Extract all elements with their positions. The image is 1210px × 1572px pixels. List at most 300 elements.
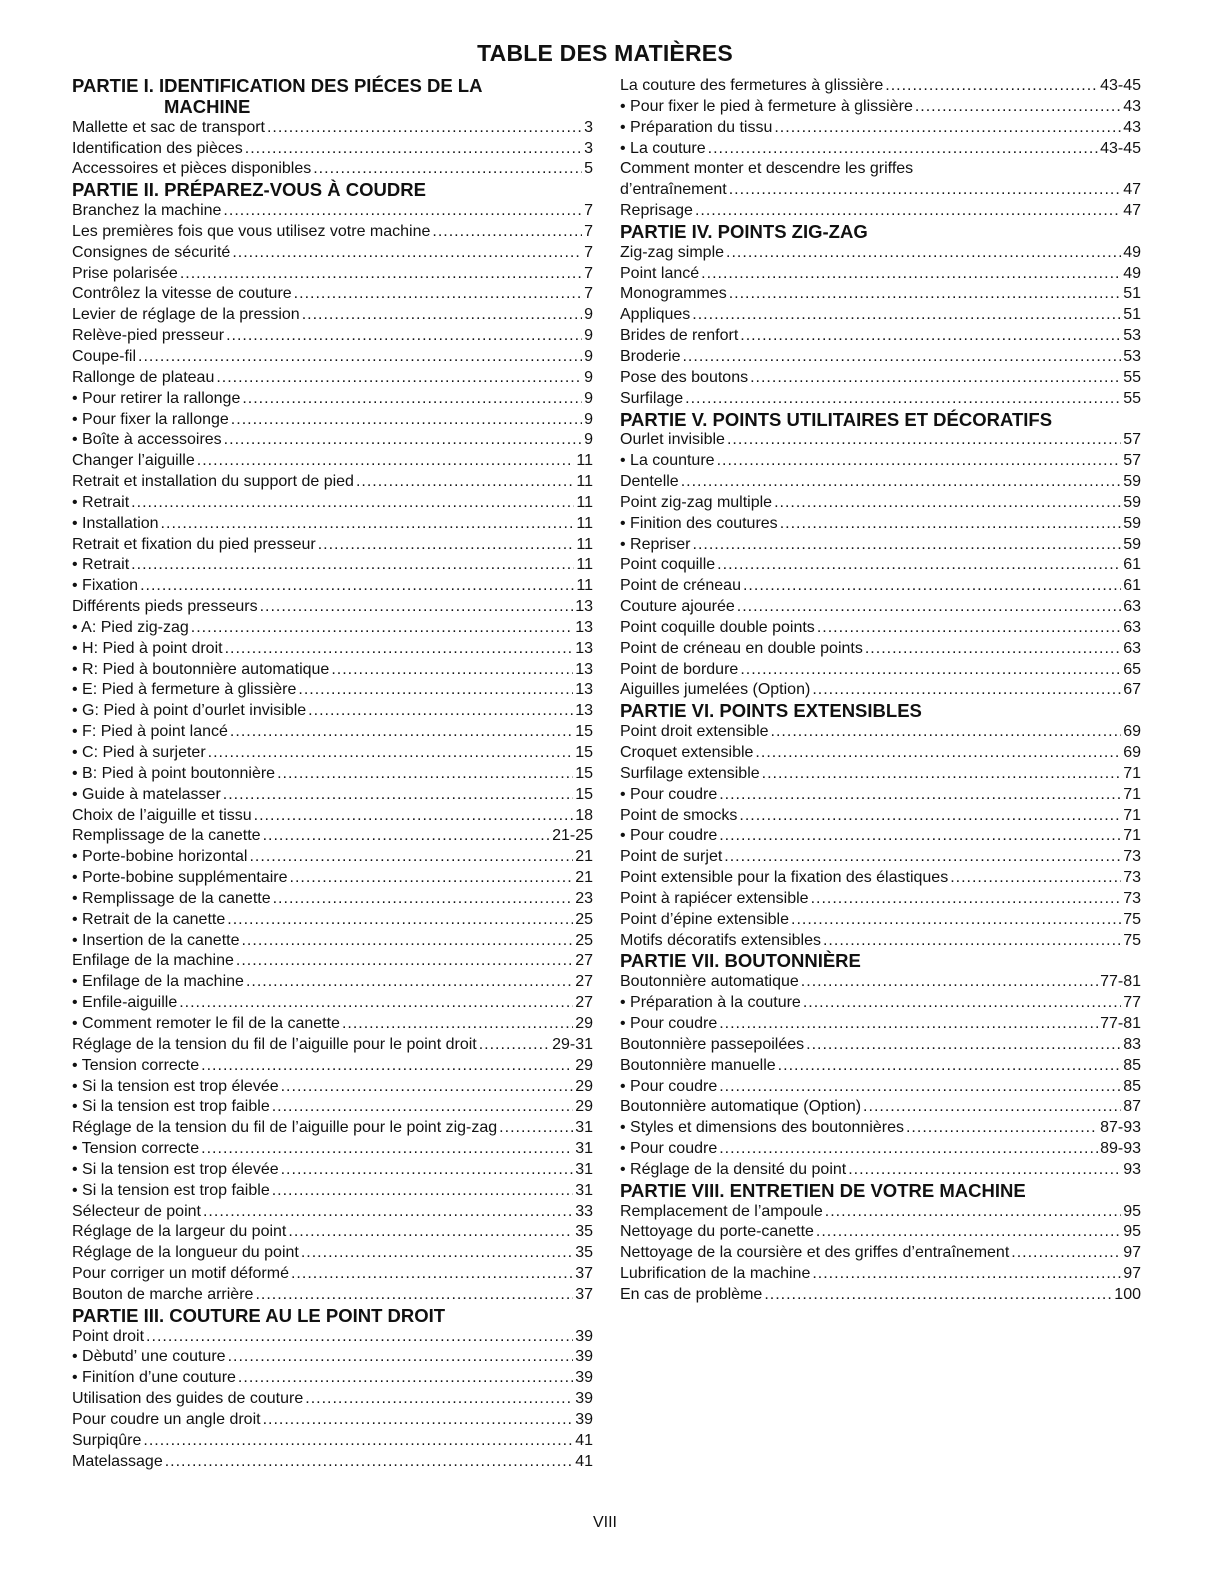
toc-entry-label: • Retrait [72,493,130,511]
toc-entry-label: Changer l’aiguille [72,452,195,470]
toc-entry [72,972,593,993]
toc-entry-page: 41 [575,1431,593,1449]
toc-entry-page: 9 [584,327,593,345]
toc-entry-page: 71 [1123,806,1141,824]
section-heading: PARTIE III. COUTURE AU LE POINT DROIT [72,1304,446,1326]
dot-leader [140,576,574,597]
toc-entry [72,1077,593,1098]
toc-entry [620,868,1141,889]
toc-entry [72,680,593,701]
toc-entry [72,139,593,160]
toc-entry-page: 57 [1123,452,1141,470]
toc-entry [620,826,1141,847]
toc-entry-page: 75 [1123,910,1141,928]
toc-entry-page: 53 [1123,347,1141,365]
toc-entry-page: 29 [575,1014,593,1032]
toc-entry-label: Point d’épine extensible [620,910,790,928]
toc-entry-label: Enfilage de la machine [72,952,234,970]
toc-entry [72,951,593,972]
dot-leader [238,1368,573,1389]
toc-entry-page: 47 [1123,181,1141,199]
dot-leader [755,743,1121,764]
dot-leader [695,201,1121,222]
toc-entry-page: 77 [1123,994,1141,1012]
toc-entry-label: • R: Pied à boutonnière automatique [72,660,330,678]
dot-leader [806,1035,1121,1056]
toc-entry [620,1160,1141,1181]
toc-entry-page: 11 [576,577,593,595]
toc-entry-page: 35 [575,1244,593,1262]
toc-entry-label: Appliques [620,306,691,324]
toc-entry [72,576,593,597]
toc-entry-page: 47 [1123,202,1141,220]
dot-leader [743,576,1121,597]
toc-entry-label: Réglage de la largeur du point [72,1223,287,1241]
toc-entry-page: 23 [575,889,593,907]
toc-entry-page: 9 [584,410,593,428]
toc-entry-label: • H: Pied à point droit [72,639,223,657]
toc-entry-label: • Boîte à accessoires [72,431,222,449]
toc-entry [72,326,593,347]
toc-entry-page: 95 [1123,1223,1141,1241]
toc-entry-label: Pour coudre un angle droit [72,1411,261,1428]
toc-entry-page: 97 [1123,1265,1141,1283]
toc-entry [620,451,1141,472]
toc-entry-label: Mallette et sac de transport [72,118,265,136]
toc-entry-page: 55 [1123,368,1141,386]
toc-entry [72,868,593,889]
toc-entry-page: 13 [575,618,593,636]
toc-entry-label: Réglage de la longueur du point [72,1244,299,1262]
dot-leader [693,535,1122,556]
toc-entry-page: 11 [576,452,593,470]
toc-entry [620,1264,1141,1285]
toc-entry [72,889,593,910]
toc-entry [72,430,593,451]
dot-leader [308,701,573,722]
toc-entry-page: 31 [575,1119,593,1137]
toc-entry [620,493,1141,514]
toc-entry-page: 13 [575,702,593,720]
toc-entry-label: Point zig-zag multiple [620,493,773,511]
toc-entry-page: 53 [1123,327,1141,345]
dot-leader [682,347,1121,368]
dot-leader [812,1264,1121,1285]
toc-entry-label: Pose des boutons [620,368,749,386]
toc-entry-page: 39 [575,1369,593,1387]
dot-leader [230,722,573,743]
toc-entry [72,1368,593,1389]
dot-leader [226,326,582,347]
toc-entry-page: 7 [584,264,593,282]
toc-entry-label: Coupe-fil [72,347,137,365]
dot-leader [180,264,582,285]
dot-leader [263,1410,574,1431]
toc-entry-label: Retrait et installation du support de pied [72,473,354,491]
toc-entry [72,826,593,847]
toc-entry-page: 25 [575,910,593,928]
toc-entry-label: • Retrait [72,556,130,574]
toc-entry-page: 87-93 [1100,1119,1141,1137]
toc-entry-page: 51 [1123,285,1141,303]
toc-entry-label: Choix de l’aiguille et tissu [72,806,252,824]
toc-entry-page: 21 [575,869,593,887]
toc-entry-label: Point coquille double points [620,618,815,636]
toc-entry-page: 15 [575,723,593,741]
toc-entry-page: 63 [1123,618,1141,636]
toc-entry-label: Relève-pied presseur [72,327,225,345]
toc-entry [620,555,1141,576]
toc-entry [72,1139,593,1160]
toc-entry-label: Prise polarisée [72,264,178,282]
dot-leader [236,951,573,972]
dot-leader [165,1452,573,1473]
toc-entry [72,1389,593,1410]
dot-leader [254,806,574,827]
dot-leader [356,472,574,493]
toc-entry [72,1035,593,1056]
dot-leader [223,785,573,806]
dot-leader [331,660,573,681]
dot-leader [803,993,1121,1014]
toc-entry-label: • A: Pied zig-zag [72,618,189,636]
toc-entry-label: • Finitíon d’une couture [72,1369,236,1387]
toc-entry-label: Point extensible pour la fixation des élastiques [620,869,949,887]
toc-entry-label: • Pour coudre [620,1140,718,1158]
toc-entry [72,806,593,827]
toc-entry-label: Remplissage de la canette [72,827,261,845]
dot-leader [906,1118,1098,1139]
toc-entry-label: Branchez la machine [72,202,222,220]
toc-entry-label: • Pour coudre [620,785,718,803]
dot-leader [288,1222,573,1243]
dot-leader [294,284,582,305]
toc-entry-page: 49 [1123,264,1141,282]
dot-leader [201,1139,573,1160]
dot-leader [825,1202,1121,1223]
toc-entry-label: En cas de problème [620,1285,763,1303]
toc-entry [72,993,593,1014]
toc-entry [72,1327,593,1348]
toc-entry-page: 7 [584,243,593,261]
toc-entry-label: • Si la tension est trop faible [72,1098,270,1116]
toc-entry [72,555,593,576]
toc-entry [620,1222,1141,1243]
section-heading: PARTIE II. PRÉPAREZ-VOUS À COUDRE [72,179,426,201]
toc-entry-page: 25 [575,931,593,949]
dot-leader [762,764,1122,785]
toc-entry-label: • Comment remoter le fil de la canette [72,1014,340,1032]
toc-entry [620,1014,1141,1035]
toc-entry-label: Boutonnière manuelle [620,1056,776,1074]
page-number: VIII [592,1514,617,1531]
dot-leader [823,931,1121,952]
toc-entry [620,76,1141,97]
dot-leader [717,555,1121,576]
toc-entry-page: 41 [575,1452,593,1470]
toc-entry-label: Point de bordure [620,660,739,678]
toc-entry-label: • Préparation à la couture [620,994,801,1012]
toc-entry-label: • Si la tension est trop élevée [72,1077,279,1095]
dot-leader [1011,1243,1121,1264]
dot-leader [225,639,574,660]
dot-leader [685,389,1121,410]
dot-leader [318,535,575,556]
toc-entry-page: 29 [575,1077,593,1095]
toc-entry-page: 69 [1123,723,1141,741]
toc-entry [72,1264,593,1285]
toc-entry-label: Retrait et fixation du pied presseur [72,535,316,553]
toc-entry [72,284,593,305]
toc-entry-page: 73 [1123,889,1141,907]
toc-entry-page: 100 [1114,1285,1141,1303]
toc-entry [620,97,1141,118]
toc-entry-page: 21-25 [552,827,593,845]
toc-entry-page: 43 [1123,118,1141,136]
toc-entry [620,931,1141,952]
toc-entry-label: • Pour coudre [620,827,718,845]
dot-leader [249,847,573,868]
toc-entry [72,472,593,493]
toc-entry-page: 9 [584,306,593,324]
toc-text-line: Comment monter et descendre les griffes [620,160,914,178]
toc-entry-page: 33 [575,1202,593,1220]
toc-entry [620,618,1141,639]
dot-leader [719,1139,1098,1160]
dot-leader [724,847,1121,868]
dot-leader [499,1118,573,1139]
toc-entry [72,1347,593,1368]
toc-entry [72,931,593,952]
toc-entry [72,722,593,743]
toc-entry [620,847,1141,868]
dot-leader [245,139,582,160]
dot-leader [305,1389,573,1410]
dot-leader [301,1243,573,1264]
toc-entry-page: 7 [584,202,593,220]
toc-entry-page: 3 [584,118,593,136]
toc-entry-page: 11 [576,473,593,491]
toc-entry [620,806,1141,827]
toc-entry-label: Levier de réglage de la pression [72,306,300,324]
section-heading: MACHINE [164,95,251,117]
toc-entry [72,264,593,285]
toc-entry [72,1202,593,1223]
dot-leader [208,743,574,764]
toc-entry-label: Surfilage extensible [620,764,760,782]
toc-entry-label: Point de smocks [620,806,738,824]
toc-entry [620,743,1141,764]
toc-entry [620,243,1141,264]
toc-entry-page: 9 [584,431,593,449]
toc-entry-page: 93 [1123,1160,1141,1178]
toc-entry [620,1035,1141,1056]
toc-entry [72,847,593,868]
dot-leader [146,1327,573,1348]
toc-entry [620,326,1141,347]
dot-leader [179,993,573,1014]
toc-entry-label: • Si la tension est trop faible [72,1181,270,1199]
toc-entry-page: 85 [1123,1077,1141,1095]
dot-leader [161,514,575,535]
dot-leader [479,1035,550,1056]
dot-leader [737,597,1121,618]
toc-entry-label: • Pour coudre [620,1077,718,1095]
toc-entry-label: Accessoires et pièces disponibles [72,160,312,178]
section-heading: PARTIE V. POINTS UTILITAIRES ET DÉCORATIFS [620,408,1053,430]
dot-leader [801,972,1098,993]
toc-entry-label: Brides de renfort [620,327,739,345]
toc-entry-page: 43 [1123,97,1141,115]
dot-leader [915,97,1121,118]
dot-leader [719,785,1121,806]
dot-leader [191,618,573,639]
dot-leader [812,680,1121,701]
toc-entry-page: 5 [584,160,593,178]
toc-entry-label: • Porte-bobine supplémentaire [72,869,288,887]
toc-entry-page: 85 [1123,1056,1141,1074]
dot-leader [313,159,582,180]
toc-entry [620,660,1141,681]
dot-leader [692,305,1121,326]
dot-leader [232,243,582,264]
toc-entry-page: 59 [1123,535,1141,553]
dot-leader [342,1014,573,1035]
dot-leader [241,931,573,952]
dot-leader [290,868,574,889]
toc-entry-label: • B: Pied à point boutonnière [72,764,276,782]
toc-entry-label: Broderie [620,347,681,365]
toc-entry-label: • La counture [620,452,715,470]
toc-entry-label: Zig-zag simple [620,243,725,261]
toc-entry-page: 65 [1123,660,1141,678]
toc-entry-page: 29 [575,1056,593,1074]
toc-entry-page: 37 [575,1285,593,1303]
toc-entry-page: 31 [575,1160,593,1178]
toc-entry-page: 43-45 [1100,77,1141,94]
toc-entry [72,701,593,722]
dot-leader [701,264,1121,285]
toc-entry [72,1243,593,1264]
toc-entry [620,264,1141,285]
toc-entry-page: 13 [575,598,593,616]
toc-entry-page: 11 [576,493,593,511]
toc-entry [620,284,1141,305]
dot-leader [719,826,1121,847]
toc-entry-label: Reprisage [620,202,693,220]
toc-entry-label: Pour corriger un motif déformé [72,1265,289,1283]
toc-entry [72,347,593,368]
toc-entry [72,1118,593,1139]
dot-leader [231,410,582,431]
dot-leader [863,1097,1121,1118]
toc-entry-page: 11 [576,535,593,553]
dot-leader [719,1014,1098,1035]
toc-entry-page: 71 [1123,827,1141,845]
toc-entry [620,785,1141,806]
toc-entry-label: Point de créneau [620,577,741,595]
toc-entry-label: Boutonnière automatique (Option) [620,1098,862,1116]
dot-leader [298,680,573,701]
toc-entry-page: 75 [1123,931,1141,949]
dot-leader [227,910,573,931]
toc-entry-page: 15 [575,744,593,761]
dot-leader [246,972,573,993]
dot-leader [242,389,582,410]
dot-leader [273,889,574,910]
toc-entry [72,389,593,410]
toc-entry [620,472,1141,493]
toc-entry-label: Bouton de marche arrière [72,1285,254,1303]
toc-entry [620,722,1141,743]
toc-entry [620,139,1141,160]
toc-entry-page: 59 [1123,473,1141,491]
dot-leader [740,326,1121,347]
dot-leader [681,472,1122,493]
toc-entry-label: • Pour fixer le pied à fermeture à glissière [620,97,913,115]
toc-entry-label: Couture ajourée [620,598,735,616]
toc-entry-page: 37 [575,1265,593,1283]
toc-entry-label: • Tension correcte [72,1056,200,1074]
toc-entry-page: 31 [575,1140,593,1158]
toc-entry [72,535,593,556]
toc-entry-page: 3 [584,139,593,157]
dot-leader [131,555,574,576]
dot-leader [224,430,582,451]
toc-entry-label: Lubrification de la machine [620,1265,811,1283]
toc-entry [72,660,593,681]
toc-entry-label: Surpiqûre [72,1431,142,1449]
dot-leader [774,493,1121,514]
toc-entry-label: • La couture [620,139,706,157]
toc-entry [620,368,1141,389]
toc-entry [620,430,1141,451]
toc-entry [620,764,1141,785]
toc-entry [620,347,1141,368]
toc-entry-label: • Enfile-aiguille [72,994,178,1012]
toc-entry [620,597,1141,618]
toc-entry [72,222,593,243]
dot-leader [848,1160,1121,1181]
dot-leader [885,76,1098,97]
toc-entry [620,389,1141,410]
dot-leader [228,1347,574,1368]
toc-entry [620,889,1141,910]
dot-leader [281,1077,574,1098]
dot-leader [272,1097,573,1118]
dot-leader [272,1181,573,1202]
section-heading: PARTIE VIII. ENTRETIEN DE VOTRE MACHINE [620,1179,1026,1201]
toc-entry [620,118,1141,139]
toc-entry [72,118,593,139]
toc-entry-page: 77-81 [1100,1014,1141,1032]
toc-entry-page: 11 [576,514,593,532]
toc-entry [72,1097,593,1118]
toc-entry-page: 31 [575,1181,593,1199]
toc-entry [72,1181,593,1202]
toc-entry-page: 13 [575,660,593,678]
dot-leader [281,1160,574,1181]
toc-entry-label: • Préparation du tissu [620,118,773,136]
dot-leader [764,1285,1112,1306]
dot-leader [291,1264,573,1285]
dot-leader [267,118,582,139]
toc-entry-label: Utilisation des guides de couture [72,1390,304,1408]
toc-entry [620,1285,1141,1306]
toc-entry-page: 9 [584,368,593,386]
toc-entry-page: 7 [584,285,593,303]
dot-leader [708,139,1098,160]
